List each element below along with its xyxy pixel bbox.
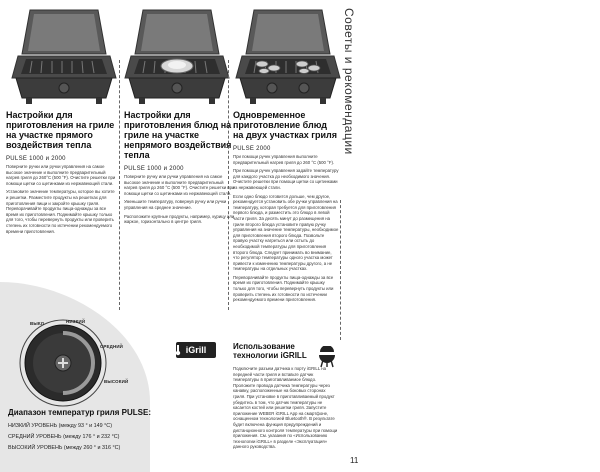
model-label: PULSE 1000 и 2000 xyxy=(6,156,66,162)
side-title: Советы и рекомендации xyxy=(342,8,356,155)
grill-illustration-two-zone xyxy=(232,4,344,108)
page-number: 11 xyxy=(350,456,359,465)
paragraph: Расположите крупные продукты, например, курицу или жаркое, горизонтально в центре гриля. xyxy=(124,213,235,225)
paragraph: Если одно блюдо готовится дольше, чем другое, рекомендуется установить обе ручки управления на температуру, которая требуется для приготовления первого блюда, и разместить это блюдо в левой части гриля. За десять минут до размещения на гриле второго блюда установите правую ручку управления на значение температуры, необходимое для приготовления второго блюда. Позвольте правую участку нагреться или остыть до необходимой температуры для приготовления второго блюда. Следует принимать во внимание, что регулятор температуры одного участка может привести к изменению температуры другого, а не температуры на отдельных участках. xyxy=(233,193,339,272)
section-title: Настройки для приготовления блюд на гриле на участке непрямого воздействия тепла xyxy=(124,110,232,160)
dial-label-medium: СРЕДНИЙ xyxy=(100,344,124,349)
two-zone-section xyxy=(233,110,339,306)
indirect-heat-section xyxy=(124,110,236,228)
model-label: PULSE 1000 и 2000 xyxy=(124,166,184,172)
dial-label-high: ВЫСОКИЙ xyxy=(104,379,129,384)
model-label: PULSE 2000 xyxy=(233,146,271,152)
paragraph: При помощи ручек управления выполните предварительный нагрев гриля до 260 °C (500 °F). xyxy=(233,154,335,165)
paragraph: Поверните ручки или ручки управления на самое высокое значение и выполните предварительный нагрев гриля до 260°C (500 °F). Очистите решетки при помощи щетки со щетинками из нержавеющей стали. xyxy=(6,164,116,186)
grill-illustration-direct xyxy=(8,4,120,108)
temperature-ranges xyxy=(8,408,168,454)
paragraph: Уменьшите температуру, повернув ручку или ручки управления на среднее значение. xyxy=(124,199,227,210)
grill-illustration-indirect xyxy=(121,4,233,108)
igrill-logo xyxy=(176,342,216,358)
paragraph: Поверните ручку или ручки управления на самое высокое значение и выполните предварительный нагрев гриля до 260 °C (500 °F). Очистите решетки при помощи щетки со щетинками из нержавеющей стали. xyxy=(124,174,235,196)
paragraph: Переворачивайте продукты пища-однажды за все время их приготовления. Поднимайте крышку только для того, чтобы перевернуть продукты или проверить степень их готовности по истечении рекомендуемого времени приготовления. xyxy=(233,274,334,303)
igrill-text: Подключите разъем датчика к порту iGRILL на передней части гриля и вставьте датчик температуры в приготавливаемое блюдо. Проложите провода датчика температуры через канавку, расположенные на боковых сторонах гриля. При установке в приготавливаемый продукт убедитесь в том, что датчик температуры не касается костей или решетки гриля. Запустите приложение WEBER iGRILL App на смартфоне, оснащенном технологией Bluetooth®. В результате будет включена функция предупреждений и дистанционного контроля температуры при помощи приложения. См. указания по «Использованию технологии iGRILL» в разделе «Эксплуатация» данного руководства. xyxy=(233,366,338,450)
weber-kettle-logo-icon xyxy=(318,346,336,368)
column-divider xyxy=(340,200,341,340)
temperature-high: ВЫСОКИЙ УРОВЕНЬ (между 260 ° и 316 °C) xyxy=(8,445,121,451)
column-divider xyxy=(119,60,120,310)
control-knob xyxy=(18,318,108,408)
temperature-low: НИЗКИЙ УРОВЕНЬ (между 93 ° и 149 °C) xyxy=(8,423,112,429)
paragraph: При помощи ручек управления задайте температуру для каждого участка до необходимого значения. Очистите решетки при помощи щетки со щетинками из нержавеющей стали. xyxy=(233,168,339,190)
paragraph: Установите значение температуры, которое вы хотите и решетки. Разместите продукты на решетках для приготовления пищи и закройте крышку гриля. Переворачивайте продукты пища-однажды за все время их приготовления. Поднимайте крышку только для того, чтобы перевернуть продукты или проверить степень их готовности по истечении рекомендуемого времени приготовления. xyxy=(6,189,115,234)
temperature-ranges-title: Диапазон температур гриля PULSE: xyxy=(8,408,151,417)
igrill-title: Использование технологии iGRILL xyxy=(233,342,307,360)
temperature-medium: СРЕДНИЙ УРОВЕНЬ (между 176 ° и 232 °C) xyxy=(8,434,120,440)
igrill-logo-text: iGrill xyxy=(185,345,207,355)
direct-heat-section xyxy=(6,110,118,237)
dial-label-low: НИЗКИЙ xyxy=(66,319,86,324)
thermometer-icon xyxy=(174,344,182,356)
section-title: Одновременное приготовление блюд на двух участках гриля xyxy=(233,110,337,140)
dial-label-off: ВЫКЛ xyxy=(30,321,45,326)
section-title: Настройки для приготовления на гриле на участке прямого воздействия тепла xyxy=(6,110,115,150)
